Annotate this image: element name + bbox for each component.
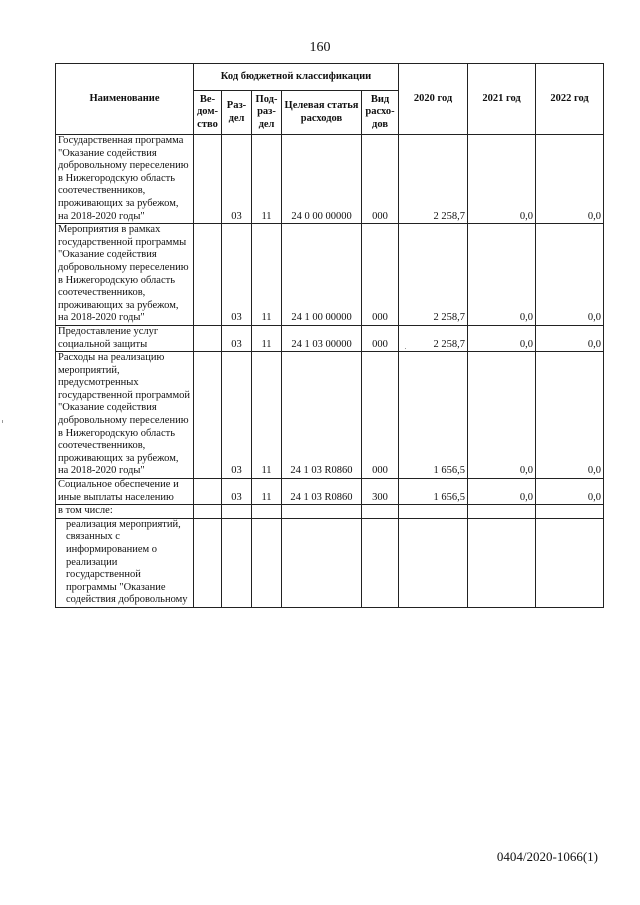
document-code: 0404/2020-1066(1) — [496, 849, 598, 864]
scan-speck — [405, 348, 406, 349]
cell-vedomstvo — [194, 352, 222, 479]
cell-2021: 0,0 — [468, 352, 536, 479]
cell-2021 — [468, 505, 536, 519]
table-row — [56, 518, 604, 607]
header-podrazdel: Под-раз-дел — [252, 91, 282, 135]
cell-name: Предоставление услуг социальной защиты — [56, 325, 194, 351]
cell-2020: 2 258,7 — [399, 325, 468, 351]
cell-vid: 000 — [362, 352, 399, 479]
cell-name: Государственная программа "Оказание содействия добровольному переселению в Нижегородскую область соотечественников, проживающих за рубежом, на 2018-2020 годы" — [56, 135, 194, 224]
cell-2022 — [536, 505, 604, 519]
cell-celevaya — [282, 505, 362, 519]
cell-2022: 0,0 — [536, 325, 604, 351]
cell-razdel: 03 — [222, 135, 252, 224]
cell-2022 — [536, 518, 604, 607]
cell-name: Мероприятия в рамках государственной программы "Оказание содействия добровольному переселению в Нижегородскую область соотечественников, проживающих за рубежом, на 2018-2020 годы" — [56, 224, 194, 326]
table-row — [56, 135, 604, 224]
cell-vid: 000 — [362, 325, 399, 351]
cell-2021: 0,0 — [468, 325, 536, 351]
cell-2020 — [399, 505, 468, 519]
table-row — [56, 325, 604, 351]
cell-vedomstvo — [194, 505, 222, 519]
cell-razdel — [222, 518, 252, 607]
table-row — [56, 479, 604, 505]
table-row — [56, 224, 604, 326]
cell-razdel: 03 — [222, 352, 252, 479]
cell-vid — [362, 505, 399, 519]
cell-podrazdel: 11 — [252, 352, 282, 479]
cell-2021: 0,0 — [468, 479, 536, 505]
cell-2022: 0,0 — [536, 135, 604, 224]
cell-vedomstvo — [194, 325, 222, 351]
cell-razdel — [222, 505, 252, 519]
cell-podrazdel: 11 — [252, 325, 282, 351]
cell-2020: 2 258,7 — [399, 135, 468, 224]
cell-podrazdel: 11 — [252, 479, 282, 505]
header-razdel: Раз-дел — [222, 91, 252, 135]
cell-2020: 1 656,5 — [399, 479, 468, 505]
cell-vedomstvo — [194, 479, 222, 505]
cell-vid: 300 — [362, 479, 399, 505]
cell-celevaya: 24 1 03 00000 — [282, 325, 362, 351]
header-vid: Вид расхо-дов — [362, 91, 399, 135]
table-row — [56, 352, 604, 479]
header-2021: 2021 год — [468, 64, 536, 135]
cell-name: Социальное обеспечение и иные выплаты населению — [56, 479, 194, 505]
cell-2021: 0,0 — [468, 135, 536, 224]
budget-table — [55, 63, 604, 608]
cell-2021: 0,0 — [468, 224, 536, 326]
cell-vedomstvo — [194, 224, 222, 326]
cell-vid: 000 — [362, 135, 399, 224]
cell-name: реализация мероприятий, связанных с информированием о реализации государственной программы "Оказание содействия добровольному — [56, 518, 194, 607]
cell-vid: 000 — [362, 224, 399, 326]
cell-podrazdel — [252, 518, 282, 607]
cell-celevaya: 24 1 03 R0860 — [282, 479, 362, 505]
header-2020: 2020 год — [399, 64, 468, 135]
cell-2020: 2 258,7 — [399, 224, 468, 326]
cell-name: Расходы на реализацию мероприятий, предусмотренных государственной программой "Оказание содействия добровольному переселению в Нижегородскую область соотечественников, проживающих за рубежом, на 2018-2020 годы" — [56, 352, 194, 479]
cell-razdel: 03 — [222, 325, 252, 351]
cell-celevaya: 24 1 03 R0860 — [282, 352, 362, 479]
cell-2021 — [468, 518, 536, 607]
cell-podrazdel: 11 — [252, 135, 282, 224]
header-name: Наименование — [56, 64, 194, 135]
cell-vid — [362, 518, 399, 607]
page-number: 160 — [309, 40, 331, 55]
table-row — [56, 505, 604, 519]
cell-2022: 0,0 — [536, 479, 604, 505]
cell-celevaya: 24 1 00 00000 — [282, 224, 362, 326]
cell-podrazdel — [252, 505, 282, 519]
cell-2020 — [399, 518, 468, 607]
cell-podrazdel: 11 — [252, 224, 282, 326]
cell-vedomstvo — [194, 518, 222, 607]
cell-vedomstvo — [194, 135, 222, 224]
cell-2020: 1 656,5 — [399, 352, 468, 479]
cell-name: в том числе: — [56, 505, 194, 519]
header-vedomstvo: Ве-дом-ство — [194, 91, 222, 135]
cell-razdel: 03 — [222, 479, 252, 505]
cell-2022: 0,0 — [536, 352, 604, 479]
cell-2022: 0,0 — [536, 224, 604, 326]
cell-celevaya: 24 0 00 00000 — [282, 135, 362, 224]
header-2022: 2022 год — [536, 64, 604, 135]
scan-speck — [2, 420, 3, 423]
header-celevaya: Целевая статья расходов — [282, 91, 362, 135]
header-code-group: Код бюджетной классификации — [194, 64, 399, 91]
cell-razdel: 03 — [222, 224, 252, 326]
cell-celevaya — [282, 518, 362, 607]
